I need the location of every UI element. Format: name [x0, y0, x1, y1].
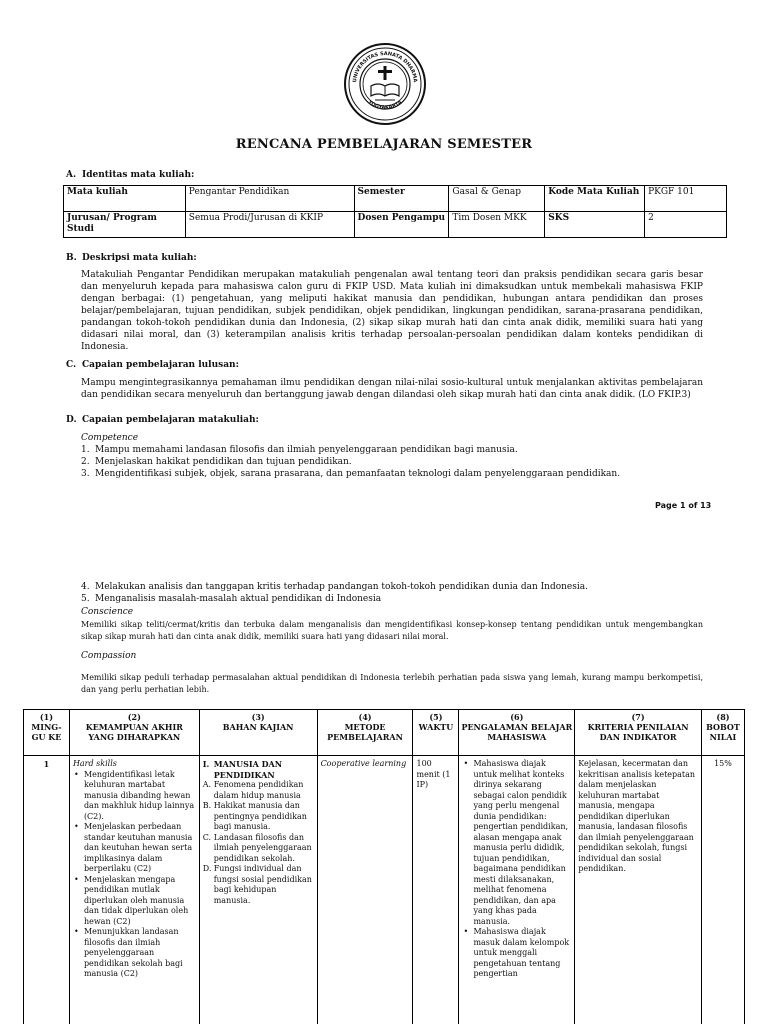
list-item: 5. Menganalisis masalah-masalah aktual pendidikan di Indonesia — [81, 594, 382, 604]
identity-cell: SKS — [545, 212, 645, 238]
identity-cell: PKGF 101 — [645, 186, 727, 212]
list-item: D. Fungsi individual dan fungsi sosial pendidikan bagi kehidupan manusia. — [202, 864, 312, 905]
list-item: 3. Mengidentifikasi subjek, objek, sarana prasarana, dan pemanfaatan teknologi dalam penyelenggaraan pendidikan. — [81, 469, 621, 479]
rps-table — [23, 709, 745, 1024]
column-header: (4) METODE PEMBELAJARAN — [317, 710, 413, 756]
list-item: 1. Mampu memahami landasan filosofis dan ilmiah penyelenggaraan pendidikan bagi manusia. — [81, 445, 518, 455]
identity-table — [63, 185, 727, 238]
list-item: • Menunjukkan landasan filosofis dan ilmiah penyelenggaraan pendidikan sekolah bagi manusia (C2) — [73, 927, 196, 980]
identity-cell: Semua Prodi/Jurusan di KKIP — [185, 212, 354, 238]
column-header: (6) PENGALAMAN BELAJAR MAHASISWA — [459, 710, 575, 756]
table-row — [24, 756, 745, 1024]
identity-cell: Pengantar Pendidikan — [185, 186, 354, 212]
compassion-text: Memiliki sikap peduli terhadap permasalahan aktual pendidikan di Indonesia terlebih perhatian pada siswa yang lemah, kurang mampu berkompetisi, dan yang perlu perhatian lebih. — [81, 673, 703, 694]
competence-list-continued — [81, 581, 588, 605]
identity-row — [64, 212, 727, 238]
time-cell: 100 menit (1 IP) — [413, 756, 459, 1024]
list-item: 4. Melakukan analisis dan tanggapan kritis terhadap pandangan tokoh-tokoh pendidikan dunia dan Indonesia. — [81, 582, 588, 592]
section-a-heading: A. Identitas mata kuliah: — [66, 170, 195, 180]
compassion-label: Compassion — [81, 651, 137, 661]
column-header: (5) WAKTU — [413, 710, 459, 756]
list-item: 2. Menjelaskan hakikat pendidikan dan tujuan pendidikan. — [81, 457, 352, 467]
page-number: Page 1 of 13 — [655, 501, 712, 510]
competence-label: Competence — [81, 433, 139, 443]
criteria-cell: Kejelasan, kecermatan dan kekritisan analisis ketepatan dalam menjelaskan keluhuran martabat manusia, mengapa pendidikan diperlukan manusia, landasan filosofis dan ilmiah penyelenggaraan pendidikan sekolah, fungsi individual dan sosial pendidikan. — [575, 756, 702, 1024]
section-d-heading: D. Capaian pembelajaran matakuliah: — [66, 415, 259, 425]
week-cell: 1 — [24, 756, 70, 1024]
identity-row — [64, 186, 727, 212]
list-item: • Menjelaskan perbedaan standar keutuhan manusia dan keutuhan hewan serta implikasinya dalam berperilaku (C2) — [73, 822, 196, 875]
university-logo — [343, 42, 427, 126]
section-c-heading: C. Capaian pembelajaran lulusan: — [66, 360, 239, 370]
identity-cell: Tim Dosen MKK — [449, 212, 545, 238]
method-cell: Cooperative learning — [317, 756, 413, 1024]
competence-list — [81, 444, 620, 480]
identity-cell: Mata kuliah — [64, 186, 186, 212]
conscience-text: Memiliki sikap teliti/cermat/kritis dan terbuka dalam menganalisis dan mengidentifikasi konsep-konsep tentang pendidikan untuk mengembangkan sikap sikap murah hati dan cinta anak didik, memiliki suara hati yang didasari nilai moral. — [81, 620, 703, 641]
identity-cell: Semester — [354, 186, 449, 212]
list-item: • Menjelaskan mengapa pendidikan mutlak diperlukan oleh manusia dan tidak diperlukan oleh hewan (C2) — [73, 875, 196, 928]
list-item: A. Fenomena pendidikan dalam hidup manusia — [202, 780, 304, 800]
conscience-label: Conscience — [81, 607, 134, 617]
course-description: Matakuliah Pengantar Pendidikan merupakan matakuliah pengenalan awal tentang teori dan praksis pendidikan secara garis besar dan menyeluruh kepada para mahasiswa calon guru di FKIP USD. Mata kuliah ini dimaksudkan untuk membekali mahasiswa FKIP dengan berbagai: (1) pengetahuan, yang meliputi hakikat manusia dan pendidikan, hubungan antara pendidikan dan proses belajar/pembelajaran, tujuan pendidikan, subjek pendidikan, objek pendidikan, lingkungan pendidikan, sarana-prasarana pendidikan, pandangan tokoh-tokoh pendidikan dunia dan Indonesia, (2) sikap sikap murah hati dan cinta anak didik, memiliki suara hati yang didasari nilai moral, dan (3) keterampilan analisis kritis terhadap persoalan-persoalan pendidikan dalam konteks pendidikan di Indonesia. — [81, 270, 703, 352]
graduate-outcome: Mampu mengintegrasikannya pemahaman ilmu pendidikan dengan nilai-nilai sosio-kultural untuk menjalankan aktivitas pembelajaran dan pendidikan secara menyeluruh dan bertanggung jawab dengan dilandasi oleh sikap murah hati dan cinta anak didik. (LO FKIP.3) — [81, 378, 703, 400]
skills-label: Hard skills — [72, 759, 117, 768]
column-header: (3) BAHAN KAJIAN — [199, 710, 317, 756]
list-item: • Mahasiswa diajak masuk dalam kelompok untuk menggali pengetahuan tentang pengertian — [462, 927, 571, 980]
identity-cell: Jurusan/ Program Studi — [64, 212, 186, 238]
list-item: B. Hakikat manusia dan pentingnya pendidikan bagi manusia. — [202, 801, 307, 831]
table-header-row — [24, 710, 745, 756]
column-header: (7) KRITERIA PENILAIAN DAN INDIKATOR — [575, 710, 702, 756]
list-item: • Mengidentifikasi letak keluhuran martabat manusia dibanding hewan dan makhluk hidup lainnya (C2). — [73, 770, 196, 823]
identity-cell: Gasal & Genap — [449, 186, 545, 212]
topics-cell — [199, 756, 317, 1024]
column-header: (8) BOBOT NILAI — [701, 710, 744, 756]
page-title: RENCANA PEMBELAJARAN SEMESTER — [235, 137, 533, 152]
column-header: (1) MING-GU KE — [24, 710, 70, 756]
abilities-cell — [69, 756, 199, 1024]
column-header: (2) KEMAMPUAN AKHIR YANG DIHARAPKAN — [69, 710, 199, 756]
identity-cell: 2 — [645, 212, 727, 238]
list-item: C. Landasan filosofis dan ilmiah penyelenggaraan pendidikan sekolah. — [202, 832, 312, 863]
weight-cell: 15% — [701, 756, 744, 1024]
svg-text:UNIVERSITAS SANATA DHARMA: UNIVERSITAS SANATA DHARMA — [352, 50, 418, 83]
identity-cell: Dosen Pengampu — [354, 212, 449, 238]
svg-text:YOGYAKARTA: YOGYAKARTA — [366, 99, 404, 111]
section-b-heading: B. Deskripsi mata kuliah: — [66, 253, 197, 263]
topic-title: I. MANUSIA DAN PENDIDIKAN — [202, 759, 283, 780]
identity-cell: Kode Mata Kuliah — [545, 186, 645, 212]
list-item: • Mahasiswa diajak untuk melihat konteks dirinya sekarang sebagai calon pendidik yang perlu mengenal dunia pendidikan: pengertian pendidikan, alasan mengapa anak manusia perlu dididik, tujuan pendidikan, bagaimana pendidikan mesti dilaksanakan, melihat fenomena pendidikan, dan apa yang khas pada manusia. — [462, 759, 571, 927]
experience-cell — [459, 756, 575, 1024]
